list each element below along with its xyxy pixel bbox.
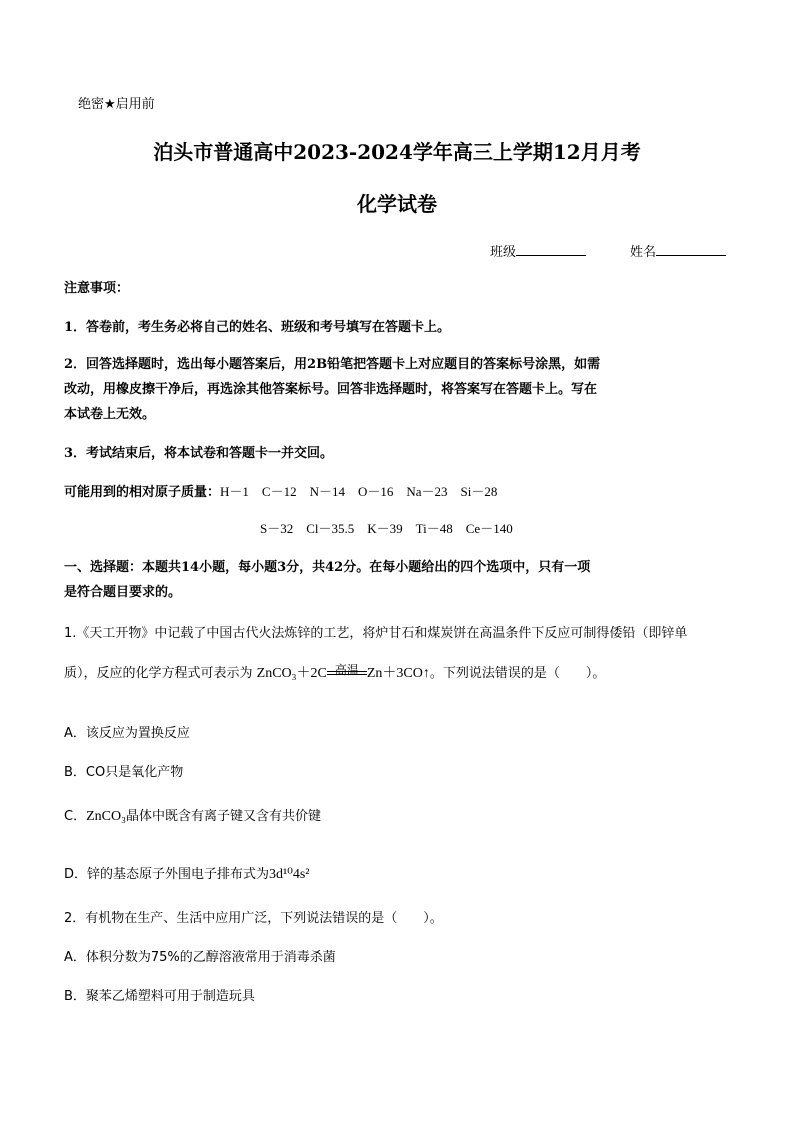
atomic-mass-line2: S－32 Cl－35.5 K－39 Ti－48 Ce－140 bbox=[260, 521, 513, 536]
q2-option-a[interactable]: A．体积分数为75%的乙醇溶液常用于消毒杀菌 bbox=[64, 950, 336, 965]
notes-item-2-line2: 改动，用橡皮擦干净后，再选涂其他答案标号。回答非选择题时，将答案写在答题卡上。写在 bbox=[64, 382, 598, 397]
q1-option-a[interactable]: A．该反应为置换反应 bbox=[64, 726, 190, 741]
subject-title: 化学试卷 bbox=[357, 192, 437, 216]
name-field[interactable] bbox=[630, 241, 726, 260]
q1-option-d[interactable] bbox=[64, 863, 309, 883]
name-label: 姓名 bbox=[630, 245, 657, 260]
q1-option-c-formula: ZnCO₃ bbox=[86, 809, 126, 824]
q1-option-b[interactable]: B．CO只是氧化产物 bbox=[64, 765, 184, 780]
q1-option-c-suffix: 晶体中既含有离子键又含有共价键 bbox=[125, 809, 321, 824]
atomic-mass-line1 bbox=[64, 481, 497, 500]
q1-line2-suffix: 。下列说法错误的是（ ）。 bbox=[429, 666, 606, 681]
section1-heading-line2: 是符合题目要求的。 bbox=[64, 585, 182, 600]
q1-equation-left: ZnCO₃＋2C bbox=[256, 666, 327, 681]
q1-equation-condition: 高温 bbox=[334, 663, 359, 677]
notes-item-2-line3: 本试卷上无效。 bbox=[64, 407, 156, 422]
notes-item-2-line1: 2．回答选择题时，选出每小题答案后，用2B铅笔把答题卡上对应题目的答案标号涂黑，如需 bbox=[64, 357, 601, 372]
notes-heading: 注意事项： bbox=[64, 281, 130, 296]
notes-item-1: 1．答卷前，考生务必将自己的姓名、班级和考号填写在答题卡上。 bbox=[64, 320, 451, 335]
q1-option-c[interactable] bbox=[64, 805, 321, 825]
exam-title: 泊头市普通高中2023-2024学年高三上学期12月月考 bbox=[153, 140, 641, 164]
notes-item-3: 3．考试结束后，将本试卷和答题卡一并交回。 bbox=[64, 446, 334, 461]
section1-heading-line1: 一、选择题：本题共14小题，每小题3分，共42分。在每小题给出的四个选项中，只有一项 bbox=[64, 560, 591, 575]
q1-option-c-prefix: C． bbox=[64, 809, 87, 824]
secret-label: 绝密★启用前 bbox=[78, 97, 155, 112]
q2-stem: 2．有机物在生产、生活中应用广泛，下列说法错误的是（ ）。 bbox=[64, 911, 443, 926]
class-field[interactable] bbox=[490, 241, 586, 260]
class-blank[interactable] bbox=[516, 242, 586, 256]
q1-option-d-formula: 3d¹⁰4s² bbox=[269, 867, 310, 882]
class-label: 班级 bbox=[490, 245, 517, 260]
q1-option-d-prefix: D．锌的基态原子外围电子排布式为 bbox=[64, 867, 270, 882]
q1-line2-prefix: 质），反应的化学方程式可表示为 bbox=[64, 666, 253, 681]
atomic-mass-values-1: H－1 C－12 N－14 O－16 Na－23 Si－28 bbox=[220, 484, 498, 499]
q1-stem-line2 bbox=[64, 662, 605, 682]
q1-equation-right: Zn＋3CO↑ bbox=[366, 666, 430, 681]
q1-stem-line1: 1.《天工开物》中记载了中国古代火法炼锌的工艺，将炉甘石和煤炭饼在高温条件下反应可制得倭铅（即锌单 bbox=[64, 626, 688, 641]
atomic-mass-label: 可能用到的相对原子质量： bbox=[64, 485, 221, 500]
q2-option-b[interactable]: B．聚苯乙烯塑料可用于制造玩具 bbox=[64, 989, 255, 1004]
name-blank[interactable] bbox=[656, 242, 726, 256]
